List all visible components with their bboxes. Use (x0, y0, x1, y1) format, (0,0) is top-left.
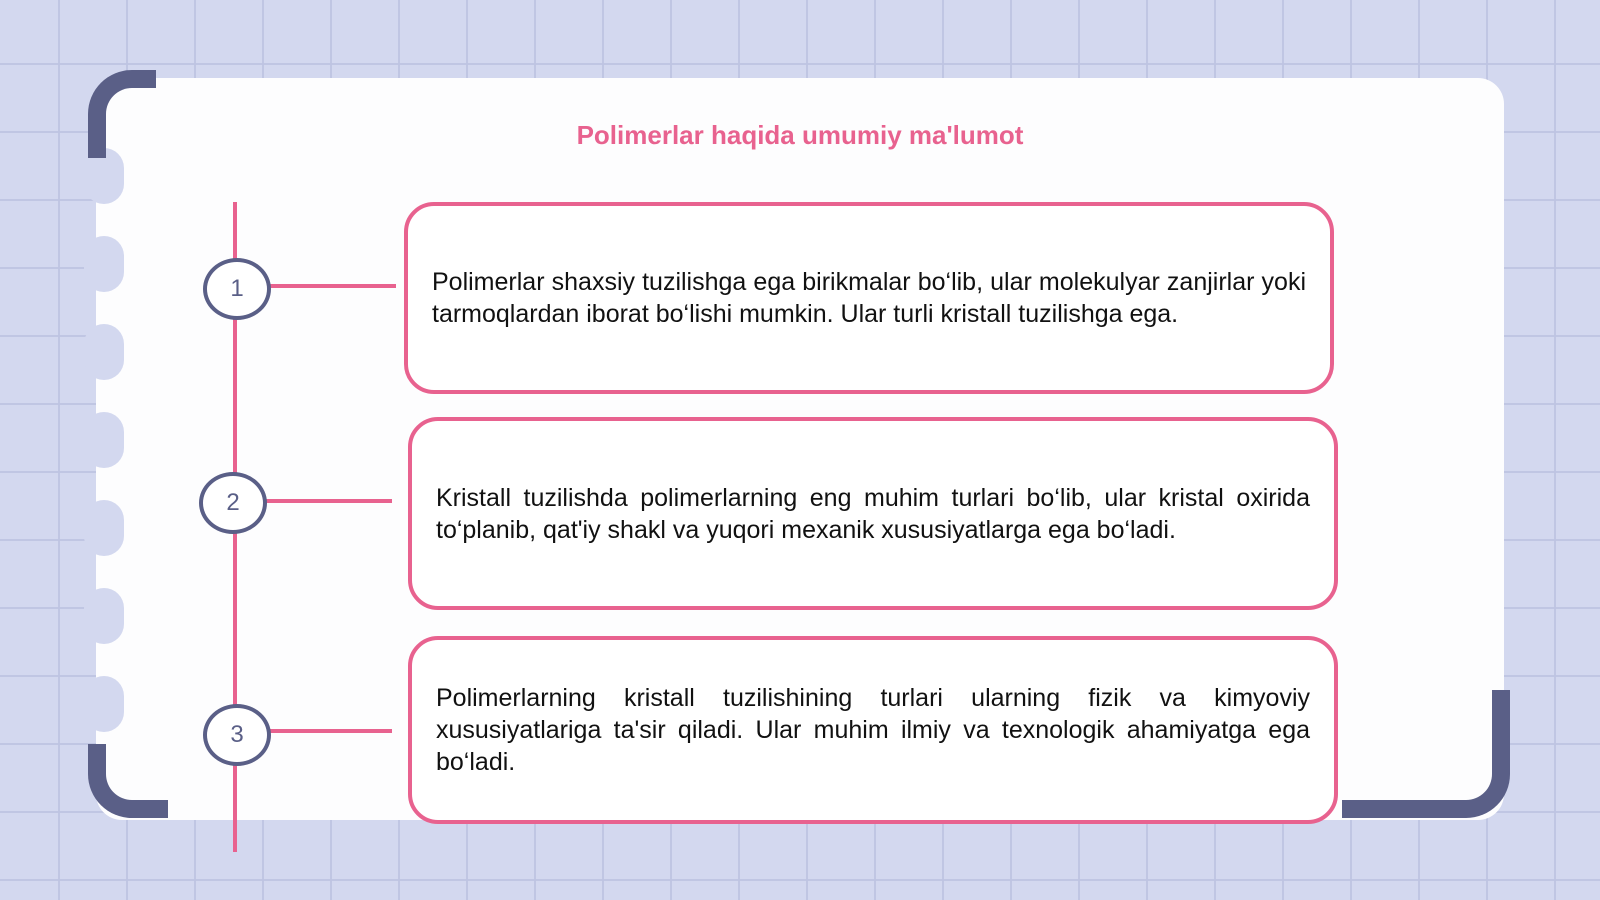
timeline-connector (266, 284, 396, 288)
timeline-connector (262, 499, 392, 503)
slide-title: Polimerlar haqida umumiy ma'lumot (576, 120, 1024, 150)
info-text-2: Kristall tuzilishda polimerlarning eng muhim turlari bo‘lib, ular kristal oxirida to‘planib, qat'iy shakl va yuqori mexanik xususiyatlarga ega bo‘ladi. (436, 483, 1310, 544)
step-number-1: 1 (203, 258, 271, 320)
timeline-connector (266, 729, 392, 733)
binder-hole (84, 500, 124, 556)
info-box-2 (408, 417, 1338, 610)
step-number-3: 3 (203, 704, 271, 766)
binder-hole (84, 412, 124, 468)
info-text-3: Polimerlarning kristall tuzilishining turlari ularning fizik va kimyoviy xususiyatlariga ta'sir qiladi. Ular muhim ilmiy va texnologik ahamiyatga ega bo‘ladi. (436, 684, 1310, 776)
corner-bracket-bottom-right (1342, 690, 1510, 818)
binder-hole (84, 324, 124, 380)
step-number-2: 2 (199, 472, 267, 534)
info-box-1 (404, 202, 1334, 394)
binder-hole (84, 236, 124, 292)
binder-hole (84, 676, 124, 732)
info-box-3 (408, 636, 1338, 824)
binder-hole (84, 588, 124, 644)
info-text-1: Polimerlar shaxsiy tuzilishga ega birikmalar bo‘lib, ular molekulyar zanjirlar yoki tarmoqlardan iborat bo‘lishi mumkin. Ular turli kristall tuzilishga ega. (432, 268, 1306, 328)
